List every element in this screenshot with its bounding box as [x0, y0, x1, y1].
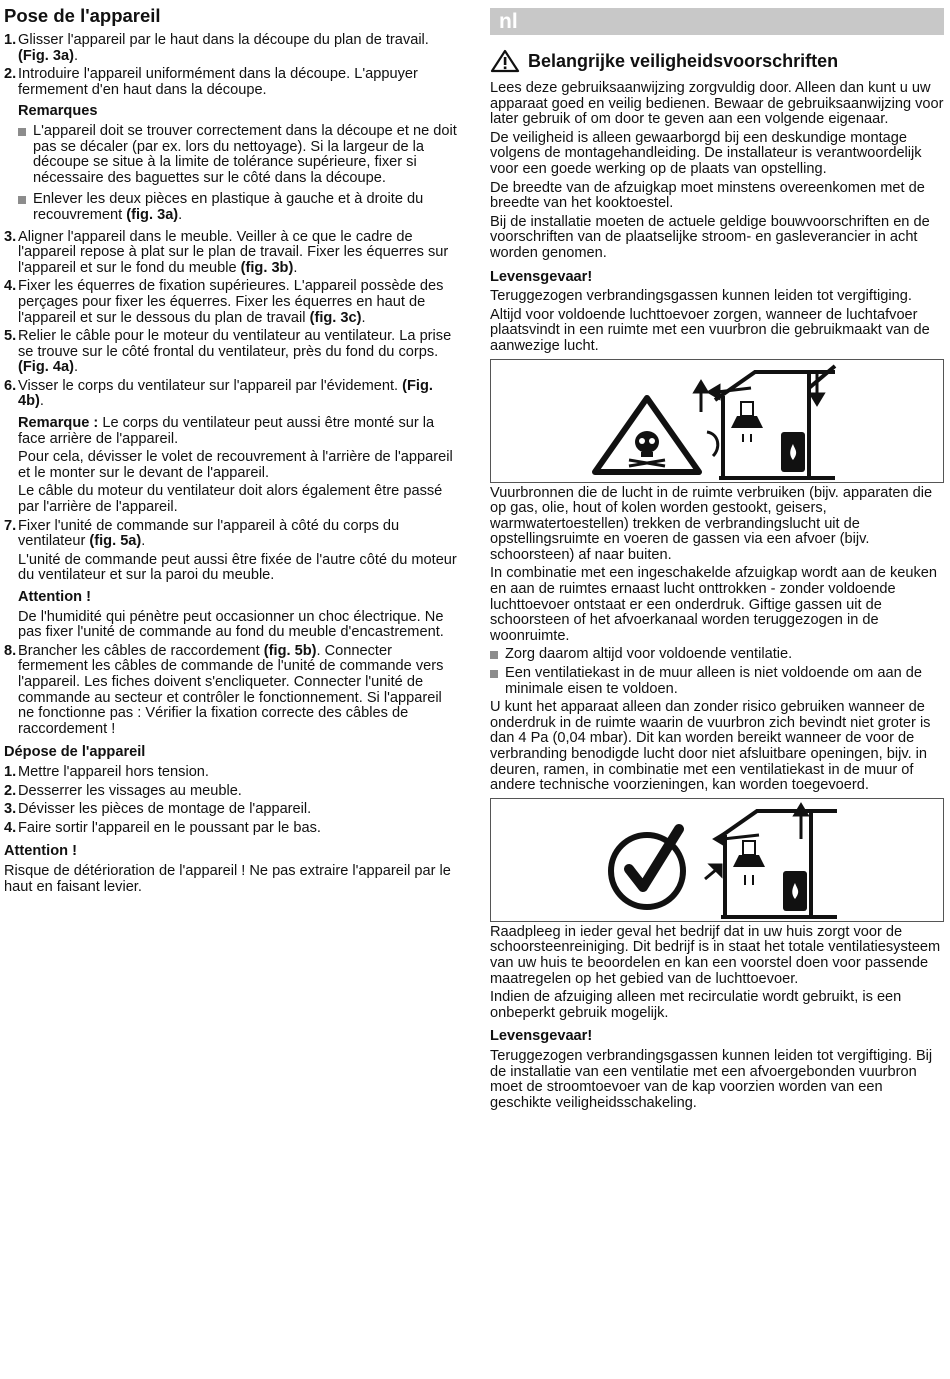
stove-icon: [783, 871, 807, 911]
attention-text: De l'humidité qui pénètre peut occasionner un choc électrique. Ne pas fixer l'unité de commande au fond du meuble d'encastrement.: [18, 608, 444, 641]
remark-label: Remarque :: [18, 415, 99, 432]
house-danger-diagram: [491, 360, 943, 482]
step-tail: . Connecter fermement les câbles de commande de l'unité de commande vers l'appareil. Les fiches doivent s'encliqueter. Connecter l'unité de commande au secteur et contrôler le fonctionnement. Si l'appareil ne fonctionne pas : Vérifier la fixation correcte des câbles de raccordement !: [18, 642, 444, 737]
figure-ref: (Fig. 3a): [18, 47, 74, 64]
step-tail: .: [39, 393, 44, 410]
step-item: [4, 379, 460, 410]
bullet-text: Een ventilatiekast in de muur alleen is niet voldoende om aan de minimale eisen te voldoen.: [505, 665, 922, 697]
danger-heading: Levensgevaar!: [490, 268, 593, 285]
step-item: [4, 519, 460, 550]
bullet-text: L'appareil doit se trouver correctement dans la découpe et ne doit pas se décaler (par ex. lors du nettoyage). Si la largeur de la découpe se situe à la limite de tolérance supérieure, fixer si nécessaire des baguettes sur le côté dans la découpe.: [33, 122, 457, 186]
step-item: [4, 279, 460, 326]
step-text: Visser le corps du ventilateur sur l'appareil par l'évidement.: [18, 377, 403, 394]
step-number: 4.: [4, 278, 17, 295]
bullet-item: [490, 647, 944, 663]
bullet-square-icon: [490, 651, 498, 659]
bullet-text: Enlever les deux pièces en plastique à gauche et à droite du recouvrement: [33, 191, 424, 223]
step-number: 7.: [4, 517, 17, 534]
paragraph: De breedte van de afzuigkap moet minstens overeenkomen met de breedte van het kooktoestel.: [490, 179, 925, 212]
danger-heading: Levensgevaar!: [490, 1028, 593, 1045]
step-number: 1.: [4, 32, 17, 48]
step-number: 2.: [4, 66, 17, 83]
remark-text: Le corps du ventilateur peut aussi être monté sur la face arrière de l'appareil.: [18, 415, 435, 447]
safety-heading: [490, 49, 944, 73]
step-item: [4, 821, 460, 837]
remark-paragraph: Le câble du moteur du ventilateur doit alors également être passé par l'arrière de l'appareil.: [18, 483, 443, 516]
danger-illustration: [490, 359, 944, 483]
bullet-item: [4, 192, 460, 223]
bullet-item: [4, 124, 460, 186]
step-item: [4, 230, 460, 277]
house-ok-diagram: [491, 799, 943, 921]
step-text: Brancher les câbles de raccordement: [18, 642, 264, 659]
step-tail: .: [73, 47, 79, 64]
attention-text: Risque de détérioration de l'appareil ! Ne pas extraire l'appareil par le haut en faisant levier.: [4, 862, 451, 895]
remark-paragraph: Pour cela, dévisser le volet de recouvrement à l'arrière de l'appareil et le monter sur le devant de l'appareil.: [18, 449, 453, 481]
figure-ref: (fig. 5b): [263, 642, 317, 659]
hood-icon: [733, 841, 765, 885]
step-text: Introduire l'appareil uniformément dans la découpe. L'appuyer fermement d'en haut dans la découpe.: [18, 66, 418, 98]
figure-ref: (fig. 3a): [126, 206, 179, 223]
paragraph: Bij de installatie moeten de actuele geldige bouwvoorschriften en de voorschriften van de plaatselijke stroom- en gasleverancier in acht worden genomen.: [490, 213, 930, 261]
step-text: Aligner l'appareil dans le meuble. Veiller à ce que le cadre de l'appareil repose à plat sur le plan de travail. Fixer les équerres sur l'appareil et sur le fond du meuble: [18, 228, 449, 276]
step-text: Faire sortir l'appareil en le poussant par le bas.: [18, 819, 321, 836]
step-item: [4, 67, 460, 98]
step-number: 6.: [4, 377, 17, 394]
section-title: Pose de l'appareil: [4, 5, 161, 26]
step-number: 8.: [4, 642, 17, 659]
language-code: nl: [499, 10, 518, 33]
attention-heading: Attention !: [4, 843, 77, 860]
step-tail: .: [73, 359, 79, 376]
step-text: Relier le câble pour le moteur du ventilateur au ventilateur. La prise se trouve sur le côté frontal du ventilateur, près du fond du corps.: [18, 328, 452, 360]
bullet-square-icon: [490, 670, 498, 678]
bullet-square-icon: [18, 128, 26, 136]
depose-title: Dépose de l'appareil: [4, 744, 146, 761]
paragraph: In combinatie met een ingeschakelde afzuigkap wordt aan de keuken en aan de ruimtes ernaast lucht onttrokken - zonder voldoende luchttoevoer ontstaat er een onderdruk. Giftige gassen uit de schoorsteen of het afvoerkanaal worden teruggezogen in de woonruimte.: [490, 565, 938, 644]
step-item: [4, 644, 460, 738]
remarks-heading: Remarques: [18, 103, 98, 120]
safety-heading-text: Belangrijke veiligheidsvoorschriften: [528, 51, 839, 71]
bullet-square-icon: [18, 196, 26, 204]
paragraph: U kunt het apparaat alleen dan zonder risico gebruiken wanneer de onderdruk in de ruimte waarin de vuurbron zich bevindt niet groter is dan 4 Pa (0,04 mbar). Dit kan worden bereikt wanneer de voor de verbranding benodigde lucht door niet afsluitbare openingen, bijv. in deuren, ramen, in combinatie met een ventilatiekast in de muur of andere technische voorzieningen, kan worden toegevoerd.: [490, 699, 931, 794]
step-text: Dévisser les pièces de montage de l'appareil.: [18, 801, 312, 818]
figure-ref: (fig. 5a): [89, 533, 142, 550]
step-item: [4, 329, 460, 376]
step-paragraph: L'unité de commande peut aussi être fixée de l'autre côté du moteur du ventilateur et sur la paroi du meuble.: [18, 551, 457, 584]
stove-icon: [781, 432, 805, 472]
step-item: [4, 802, 460, 818]
left-column: [4, 0, 460, 898]
paragraph: De veiligheid is alleen gewaarborgd bij een deskundige montage volgens de montagehandleiding. De installateur is verantwoordelijk voor een goede werking op de plaats van opstelling.: [490, 129, 922, 177]
figure-ref: (Fig. 4a): [18, 359, 74, 376]
remark-paragraph: [18, 416, 460, 447]
step-text: Mettre l'appareil hors tension.: [18, 763, 209, 780]
right-column: [490, 0, 944, 1114]
step-item: [4, 33, 460, 64]
paragraph: Raadpleeg in ieder geval het bedrijf dat in uw huis zorgt voor de schoorsteenreiniging. Dit bedrijf is in staat het totale ventilatiesysteem van uw huis te beoordelen en kan een voorstel doen voor passende maatregelen op het gebied van de luchttoevoer.: [490, 923, 941, 987]
step-text: Fixer les équerres de fixation supérieures. L'appareil possède des perçages pour fixer les équerres. Fixer les équerres en haut de l'appareil et sur le dessous du plan de travail: [18, 278, 444, 326]
step-number: 1.: [4, 763, 17, 780]
danger-paragraph: Teruggezogen verbrandingsgassen kunnen leiden tot vergiftiging. Bij de installatie van een ventilatie met een afvoergebonden vuurbron moet de stroomtoevoer van de kap voorzien worden van een geschikte veiligheidsschakeling.: [490, 1047, 933, 1111]
hood-icon: [731, 402, 763, 442]
danger-paragraph: Teruggezogen verbrandingsgassen kunnen leiden tot vergiftiging.: [490, 288, 912, 305]
step-number: 4.: [4, 819, 17, 836]
figure-ref: (Fig. 4b): [18, 377, 433, 410]
step-number: 2.: [4, 782, 17, 799]
ok-illustration: [490, 798, 944, 922]
warning-triangle-icon: [490, 49, 520, 73]
step-text: Fixer l'unité de commande sur l'appareil à côté du corps du ventilateur: [18, 517, 400, 550]
figure-ref: (fig. 3b): [240, 259, 294, 276]
figure-ref: (fig. 3c): [309, 309, 362, 326]
step-text: Glisser l'appareil par le haut dans la découpe du plan de travail.: [18, 32, 429, 48]
step-tail: .: [361, 309, 366, 326]
step-number: 3.: [4, 228, 17, 245]
paragraph: Vuurbronnen die de lucht in de ruimte verbruiken (bijv. apparaten die op gas, olie, hout of kolen worden gestookt, geisers, warmwatertoestellen) trekken de verbrandingslucht uit de opstellingsruimte en voeren de gassen via een afvoer (bijv. schoorsteen) af naar buiten.: [490, 484, 933, 563]
step-item: [4, 784, 460, 800]
bullet-tail: .: [178, 206, 183, 223]
danger-paragraph: Altijd voor voldoende luchttoevoer zorgen, wanneer de luchtafvoer plaatsvindt in een ruimte met een vuurbron die gebruikmaakt van de aanwezige lucht.: [490, 306, 930, 354]
paragraph: Indien de afzuiging alleen met recirculatie wordt gebruikt, is een onbeperkt gebruik mogelijk.: [490, 989, 902, 1021]
step-number: 3.: [4, 801, 17, 818]
step-tail: .: [293, 259, 298, 276]
skull-warning-icon: [595, 398, 699, 472]
language-bar: [490, 8, 944, 35]
bullet-item: [490, 666, 944, 697]
step-item: [4, 765, 460, 781]
step-tail: .: [141, 533, 146, 550]
paragraph: Lees deze gebruiksaanwijzing zorgvuldig door. Alleen dan kunt u uw apparaat goed en veilig bedienen. Bewaar de gebruiksaanwijzing voor later gebruik of om door te geven aan een volgende eigenaar.: [490, 80, 944, 128]
step-text: Desserrer les vissages au meuble.: [18, 782, 242, 799]
checkmark-icon: [611, 829, 683, 907]
bullet-text: Zorg daarom altijd voor voldoende ventilatie.: [505, 646, 793, 663]
step-number: 5.: [4, 328, 17, 345]
attention-heading: Attention !: [18, 589, 91, 605]
